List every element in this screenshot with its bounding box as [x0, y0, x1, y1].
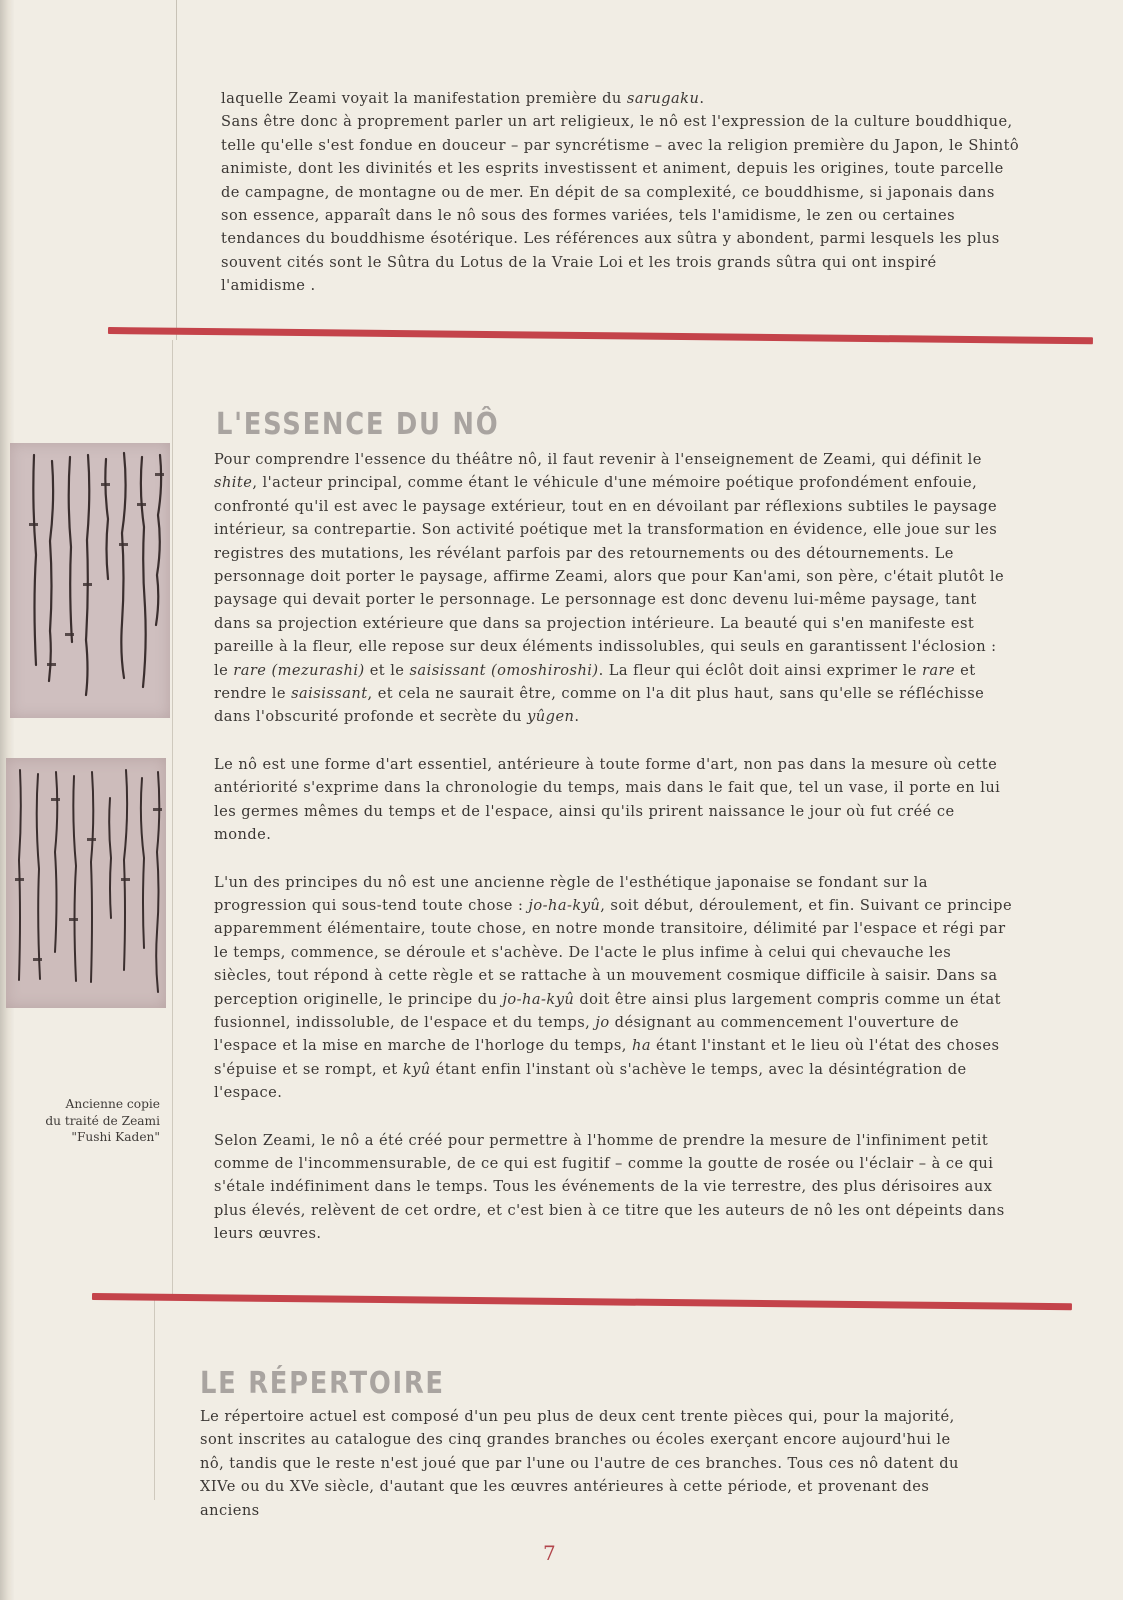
- repertoire-body: [200, 1405, 970, 1546]
- text-run: laquelle Zeami voyait la manifestation première du: [221, 90, 627, 107]
- section-heading-essence: L'ESSENCE DU NÔ: [216, 407, 500, 442]
- caption-line: Ancienne copie: [65, 1097, 160, 1111]
- text-run: .: [699, 90, 705, 107]
- section-divider: [108, 327, 1093, 344]
- section-divider: [92, 1293, 1072, 1310]
- manuscript-image: [6, 758, 166, 1008]
- paragraph: L'un des principes du nô est une ancienne règle de l'esthétique japonaise se fondant sur la progression qui sous-tend toute chose : jo-ha-kyû, soit début, déroulement, et fin. Suivant ce principe apparemment élémentaire, toute chose, en notre monde transitoire, délimité par l'espace et régi par le temps, commence, se déroule et s'achève. De l'acte le plus infime à celui qui chevauche les siècles, tout répond à cette règle et se rattache à un mouvement cosmique difficile à saisir. Dans sa perception originelle, le principe du jo-ha-kyû doit être ainsi plus largement compris comme un état fusionnel, indissoluble, de l'espace et du temps, jo désignant au commencement l'ouverture de l'espace et la mise en marche de l'horloge du temps, ha étant l'instant et le lieu où l'état des choses s'épuise et se rompt, et kyû étant enfin l'instant où s'achève le temps, avec la désintégration de l'espace.: [214, 873, 1013, 1102]
- section-heading-repertoire: LE RÉPERTOIRE: [200, 1366, 445, 1401]
- margin-line: [154, 1300, 155, 1500]
- margin-line: [172, 340, 173, 1300]
- caption-line: "Fushi Kaden": [71, 1130, 160, 1144]
- caption-line: du traité de Zeami: [45, 1113, 160, 1128]
- calligraphy-columns: [10, 443, 170, 718]
- paragraph: Le nô est une forme d'art essentiel, antérieure à toute forme d'art, non pas dans la mesure où cette antériorité s'exprime dans la chronologie du temps, mais dans le fait que, tel un vase, il porte en lui les germes mêmes du temps et de l'espace, ainsi qu'ils prirent naissance le jour où fut créé ce monde.: [214, 755, 1001, 844]
- margin-line: [176, 0, 177, 340]
- essence-body: [214, 448, 1014, 1270]
- paragraph: Le répertoire actuel est composé d'un peu plus de deux cent trente pièces qui, pour la majorité, sont inscrites au catalogue des cinq grandes branches ou écoles exerçant encore aujourd'hui le nô, tandis que le reste n'est joué que par l'une ou l'autre de ces branches. Tous ces nô datent du XIVe ou du XVe siècle, d'autant que les œuvres antérieures à cette période, et provenant des anciens: [200, 1408, 959, 1519]
- manuscript-image: [10, 443, 170, 718]
- calligraphy-columns: [6, 758, 166, 1008]
- intro-paragraph: [221, 87, 1021, 322]
- paragraph: Selon Zeami, le nô a été créé pour permettre à l'homme de prendre la mesure de l'infiniment petit comme de l'incommensurable, de ce qui est fugitif – comme la goutte de rosée ou l'éclair – à ce qui s'étale indéfiniment dans le temps. Tous les événements de la vie terrestre, des plus dérisoires aux plus élevés, relèvent de cet ordre, et c'est bien à ce titre que les auteurs de nô les ont dépeints dans leurs œuvres.: [214, 1131, 1005, 1243]
- page-number: 7: [543, 1541, 556, 1565]
- paragraph: Pour comprendre l'essence du théâtre nô, il faut revenir à l'enseignement de Zeami, qui définit le shite, l'acteur principal, comme étant le véhicule d'une mémoire poétique profondément enfouie, confronté qu'il est avec le paysage extérieur, tout en en dévoilant par réflexions subtiles le paysage intérieur, sa contrepartie. Son activité poétique met la transformation en évidence, elle joue sur les registres des mutations, les révélant parfois par des retournements ou des détournements. Le personnage doit porter le paysage, affirme Zeami, alors que pour Kan'ami, son père, c'était plutôt le paysage qui devait porter le personnage. Le personnage est donc devenu lui-même paysage, tant dans sa projection extérieure que dans sa projection intérieure. La beauté qui s'en manifeste est pareille à la fleur, elle repose sur deux éléments indissolubles, qui seuls en garantissent l'éclosion : le rare (mezurashi) et le saisissant (omoshiroshi). La fleur qui éclôt doit ainsi exprimer le rare et rendre le saisissant, et cela ne saurait être, comme on l'a dit plus haut, sans qu'elle se réfléchisse dans l'obscurité profonde et secrète du yûgen.: [214, 451, 1005, 726]
- image-caption: [20, 1096, 160, 1146]
- text-run: Sans être donc à proprement parler un art religieux, le nô est l'expression de la culture bouddhique, telle qu'elle s'est fondue en douceur – par syncrétisme – avec la religion première du Japon, le Shintô animiste, dont les divinités et les esprits investissent et animent, depuis les origines, toute parcelle de campagne, de montagne ou de mer. En dépit de sa complexité, ce bouddhisme, si japonais dans son essence, apparaît dans le nô sous des formes variées, tels l'amidisme, le zen ou certaines tendances du bouddhisme ésotérique. Les références aux sûtra y abondent, parmi lesquels les plus souvent cités sont le Sûtra du Lotus de la Vraie Loi et les trois grands sûtra qui ont inspiré l'amidisme .: [221, 113, 1020, 295]
- term-sarugaku: sarugaku: [626, 90, 700, 107]
